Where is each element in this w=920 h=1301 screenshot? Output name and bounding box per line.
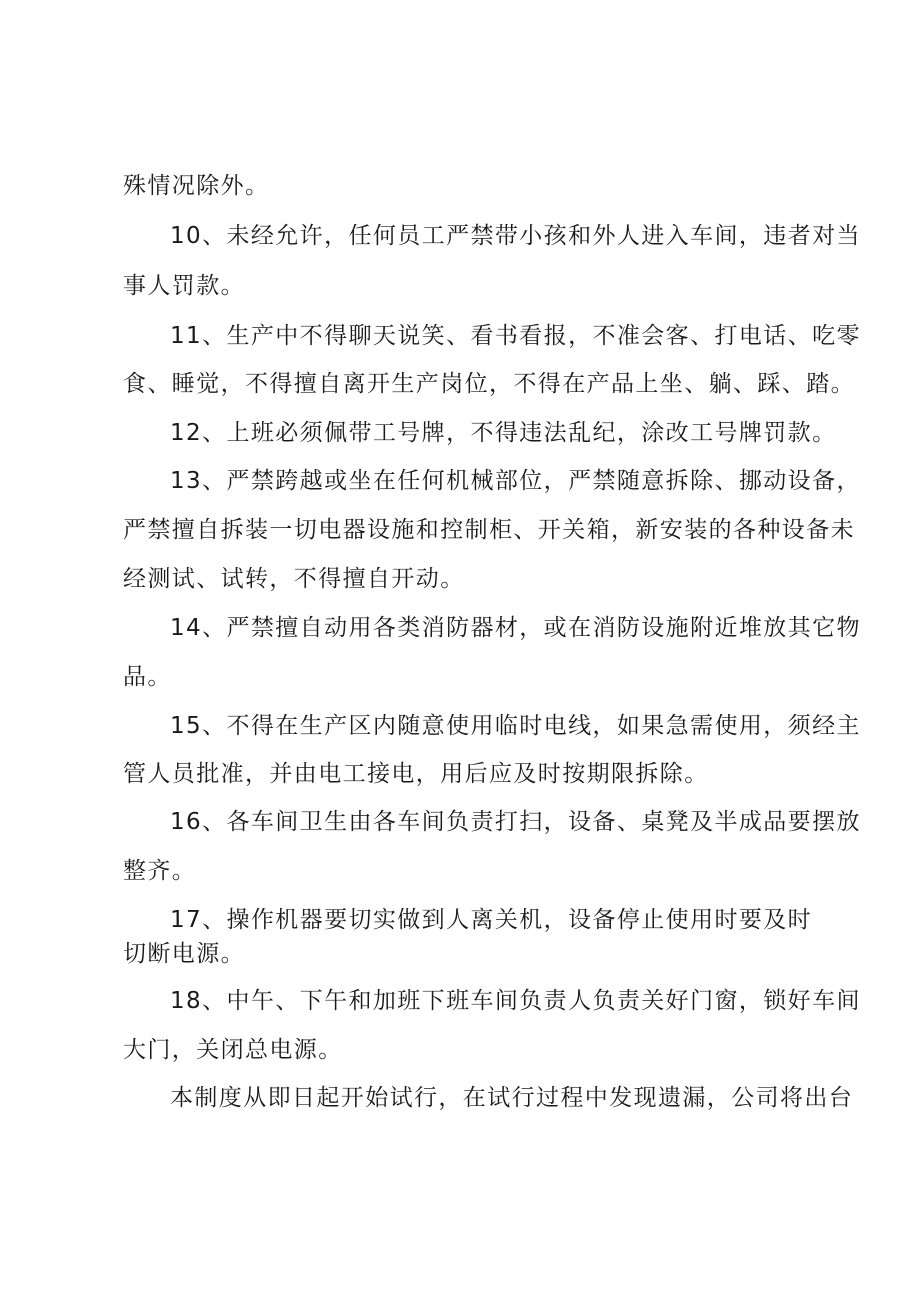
rule-11-line-2: 食、睡觉，不得擅自离开生产岗位，不得在产品上坐、躺、踩、踏。: [123, 371, 855, 397]
rule-16-line-2: 整齐。: [123, 858, 197, 884]
rule-17-line-2: 切断电源。: [123, 941, 245, 967]
rule-18-line-1: 18、中午、下午和加班下班车间负责人负责关好门窗，锁好车间: [170, 988, 861, 1014]
rule-15-line-1: 15、不得在生产区内随意使用临时电线，如果急需使用，须经主: [170, 713, 861, 739]
rule-10-line-2: 事人罚款。: [123, 273, 245, 299]
rule-17-line-1: 17、操作机器要切实做到人离关机，设备停止使用时要及时: [170, 907, 813, 933]
rule-14-line-1: 14、严禁擅自动用各类消防器材，或在消防设施附近堆放其它物: [170, 615, 861, 641]
rule-10-line-1: 10、未经允许，任何员工严禁带小孩和外人进入车间，违者对当: [170, 223, 861, 249]
rule-15-line-2: 管人员批准，并由电工接电，用后应及时按期限拆除。: [123, 761, 709, 787]
rule-13-line-2: 严禁擅自拆装一切电器设施和控制柜、开关箱，新安装的各种设备未: [123, 517, 855, 543]
rule-12-line-1: 12、上班必须佩带工号牌，不得违法乱纪，涂改工号牌罚款。: [170, 420, 837, 446]
rule-13-line-3: 经测试、试转，不得擅自开动。: [123, 566, 465, 592]
text-line: 殊情况除外。: [123, 173, 270, 199]
rule-14-line-2: 品。: [123, 664, 172, 690]
rule-16-line-1: 16、各车间卫生由各车间负责打扫，设备、桌凳及半成品要摆放: [170, 809, 861, 835]
rule-18-line-2: 大门，关闭总电源。: [123, 1037, 343, 1063]
closing-paragraph-line-1: 本制度从即日起开始试行，在试行过程中发现遗漏，公司将出台: [170, 1085, 854, 1111]
rule-11-line-1: 11、生产中不得聊天说笑、看书看报，不准会客、打电话、吃零: [170, 323, 861, 349]
rule-13-line-1: 13、严禁跨越或坐在任何机械部位，严禁随意拆除、挪动设备，: [170, 468, 861, 494]
